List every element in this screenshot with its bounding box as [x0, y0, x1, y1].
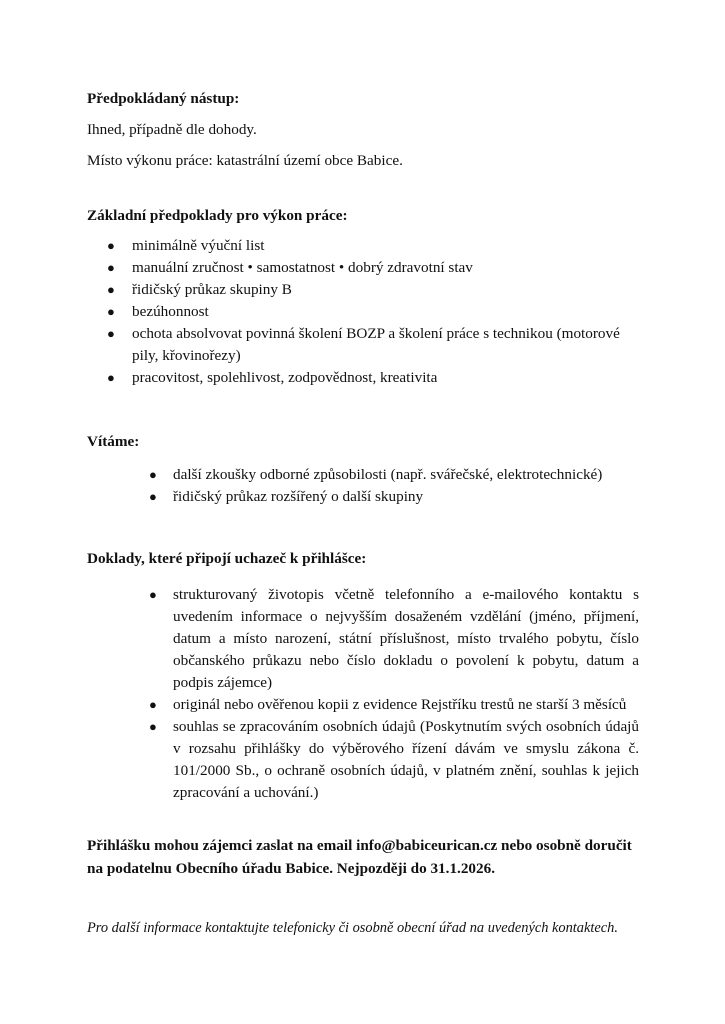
footer-note — [87, 917, 639, 939]
list-item: ● strukturovaný životopis včetně telefonního a e-mailového kontaktu s uvedením informace o nejvyšším dosaženém vzdělání (jméno, příjmení, datum a místo narození, státní příslušnost, místo trvalého pobytu, číslo občanského průkazu nebo číslo dokladu o povolení k pobytu, datum a podpis zájemce) — [149, 586, 639, 691]
bullet-icon: ● — [107, 238, 115, 253]
bullet-icon: ● — [149, 697, 157, 712]
application-info — [87, 834, 639, 880]
bullet-icon: ● — [149, 467, 157, 482]
bullet-icon: ● — [107, 304, 115, 319]
list-item: ● řidičský průkaz skupiny B — [87, 279, 639, 301]
list-item: ● další zkoušky odborné způsobilosti (např. svářečské, elektrotechnické) — [87, 464, 639, 486]
documents-list — [87, 584, 639, 804]
bullet-icon: ● — [107, 282, 115, 297]
welcome-heading: Vítáme: — [87, 433, 140, 450]
requirements-heading: Základní předpoklady pro výkon práce: — [87, 207, 348, 224]
list-item: ● pracovitost, spolehlivost, zodpovědnost, kreativita — [87, 367, 639, 389]
documents-heading: Doklady, které připojí uchazeč k přihlášce: — [87, 550, 367, 567]
section-welcome — [87, 431, 639, 508]
bullet-icon: ● — [149, 719, 157, 734]
bullet-icon: ● — [107, 260, 115, 275]
requirements-list — [87, 235, 639, 389]
list-item: ● řidičský průkaz rozšířený o další skupiny — [87, 486, 639, 508]
list-item: ● bezúhonnost — [87, 301, 639, 323]
list-item: ● manuální zručnost • samostatnost • dobrý zdravotní stav — [87, 257, 639, 279]
list-item: ● originál nebo ověřenou kopii z evidence Rejstříku trestů ne starší 3 měsíců — [87, 694, 639, 716]
section-start — [87, 88, 639, 172]
bullet-icon: ● — [107, 326, 115, 341]
bullet-icon: ● — [149, 587, 157, 602]
workplace-line: Místo výkonu práce: katastrální území obce Babice. — [87, 152, 403, 169]
section-requirements — [87, 205, 639, 389]
application-text: Přihlášku mohou zájemci zaslat na email info@babiceurican.cz nebo osobně doručit na podatelnu Obecního úřadu Babice. Nejpozději do 31.1.2026. — [87, 837, 632, 877]
list-item: ● ochota absolvovat povinná školení BOZP a školení práce s technikou (motorové pily, křovinořezy) — [107, 325, 620, 364]
section-documents — [87, 548, 639, 804]
list-item: ● souhlas se zpracováním osobních údajů (Poskytnutím svých osobních údajů v rozsahu přihlášky do výběrového řízení dávám ve smyslu zákona č. 101/2000 Sb., o ochraně osobních údajů, v platném znění, souhlas k jejich zpracování a uchování.) — [149, 718, 639, 801]
list-item: ● minimálně výuční list — [87, 235, 639, 257]
bullet-icon: ● — [149, 489, 157, 504]
start-line: Ihned, případně dle dohody. — [87, 121, 257, 138]
bullet-icon: ● — [107, 370, 115, 385]
footer-text: Pro další informace kontaktujte telefonicky či osobně obecní úřad na uvedených kontaktech. — [87, 920, 618, 936]
welcome-list — [87, 464, 639, 508]
start-heading: Předpokládaný nástup: — [87, 90, 240, 107]
